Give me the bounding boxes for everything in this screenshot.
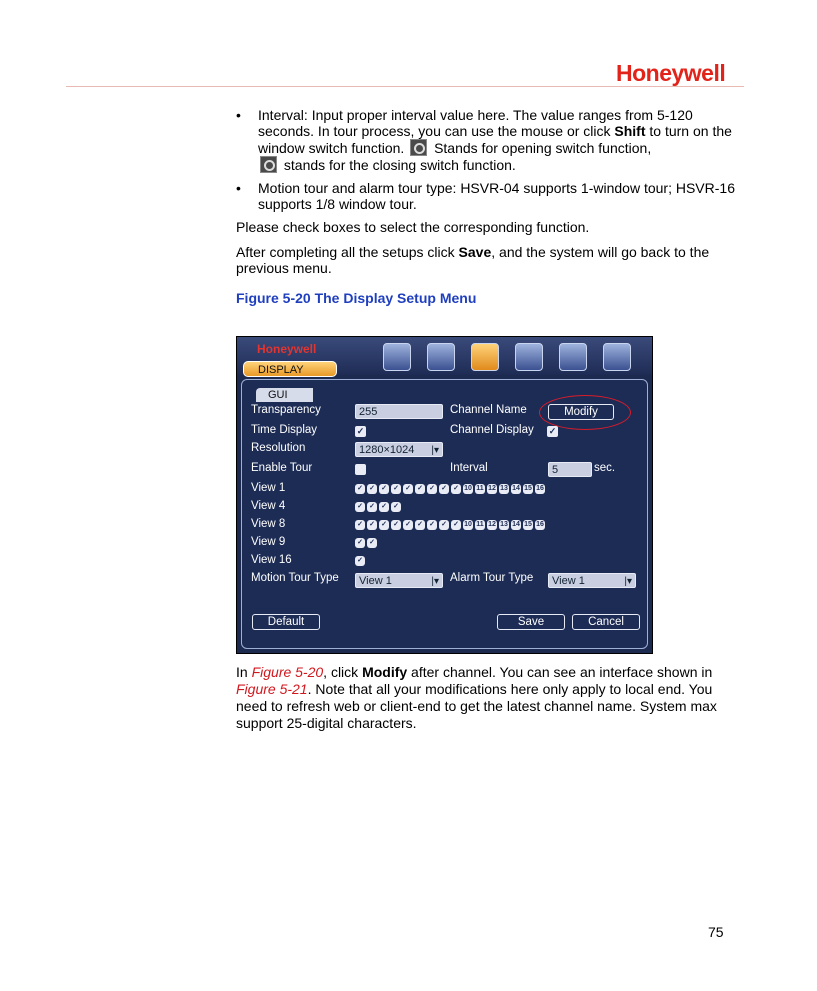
view-window-checkbox[interactable]: ✓ — [355, 502, 365, 512]
view-window-checkbox[interactable]: ✓ — [355, 538, 365, 548]
view-window-checkbox[interactable]: ✓ — [367, 502, 377, 512]
shift-key-text: Shift — [614, 123, 646, 139]
view-window-checkbox[interactable]: ✓ — [379, 502, 389, 512]
view-window-checkbox[interactable]: ✓ — [391, 502, 401, 512]
view-window-checkbox[interactable]: 14 — [512, 521, 520, 528]
gui-panel — [241, 379, 648, 649]
enable-tour-checkbox[interactable] — [355, 464, 366, 475]
save-bold: Save — [458, 244, 492, 260]
interval-text-3: Stands for opening switch function, — [430, 140, 652, 156]
view-9-checkboxes[interactable] — [355, 538, 377, 548]
view-window-checkbox[interactable]: ✓ — [415, 520, 425, 530]
save-para-after: , and the system will go back to the previous menu. — [236, 244, 710, 276]
view-window-checkbox[interactable]: ✓ — [427, 484, 437, 494]
cancel-button[interactable]: Cancel — [572, 614, 640, 630]
view-window-checkbox[interactable]: ✓ — [367, 484, 377, 494]
view-window-checkbox[interactable]: ✓ — [403, 520, 413, 530]
enable-tour-label: Enable Tour — [251, 462, 313, 474]
view-window-checkbox[interactable]: ✓ — [415, 484, 425, 494]
default-button[interactable]: Default — [252, 614, 320, 630]
view-8-label: View 8 — [251, 518, 286, 530]
dvr-brand: Honeywell — [257, 342, 317, 356]
body-text-1: In — [236, 664, 252, 680]
transparency-label: Transparency — [251, 404, 321, 416]
channel-display-label: Channel Display — [450, 424, 534, 436]
interval-text-1: Interval: Input proper interval value here. The value ranges from 5-120 seconds. In tour process, you can use the mouse or click — [258, 107, 693, 139]
save-button[interactable]: Save — [497, 614, 565, 630]
channel-name-label: Channel Name — [450, 404, 527, 416]
view-window-checkbox[interactable]: 15 — [524, 485, 532, 492]
view-window-checkbox[interactable]: 15 — [524, 521, 532, 528]
view-window-checkbox[interactable]: ✓ — [439, 520, 449, 530]
interval-field[interactable]: 5 — [548, 462, 592, 477]
view-window-checkbox[interactable]: ✓ — [427, 520, 437, 530]
bullet-interval — [236, 107, 736, 173]
view-window-checkbox[interactable]: ✓ — [451, 484, 461, 494]
setting-tool-icon[interactable] — [471, 343, 499, 371]
view-window-checkbox[interactable]: 11 — [476, 521, 484, 528]
view-window-checkbox[interactable]: ✓ — [355, 520, 365, 530]
gui-subtab[interactable]: GUI — [256, 388, 313, 402]
view-window-checkbox[interactable]: 10 — [464, 521, 472, 528]
page-number: 75 — [708, 924, 724, 940]
tour-type-text: Motion tour and alarm tour type: HSVR-04 supports 1-window tour; HSVR-16 supports 1/8 window tour. — [258, 180, 735, 212]
search-tool-icon[interactable] — [383, 343, 411, 371]
alarm-tour-type-label: Alarm Tour Type — [450, 572, 534, 584]
advanced-tool-icon[interactable] — [559, 343, 587, 371]
view-1-checkboxes[interactable] — [355, 484, 545, 494]
modify-description-paragraph — [236, 664, 726, 732]
header-divider — [66, 86, 744, 87]
view-window-checkbox[interactable]: ✓ — [403, 484, 413, 494]
honeywell-logo: Honeywell — [616, 60, 726, 86]
interval-text-4: stands for the closing switch function. — [280, 157, 516, 173]
save-paragraph — [236, 244, 736, 276]
view-1-label: View 1 — [251, 482, 286, 494]
view-16-checkboxes[interactable] — [355, 556, 365, 566]
info-tool-icon[interactable] — [427, 343, 455, 371]
resolution-label: Resolution — [251, 442, 306, 454]
modify-button[interactable]: Modify — [548, 404, 614, 420]
view-window-checkbox[interactable]: 13 — [500, 485, 508, 492]
display-tab[interactable]: DISPLAY — [243, 361, 337, 377]
view-window-checkbox[interactable]: 12 — [488, 485, 496, 492]
highlight-oval — [539, 395, 631, 430]
view-4-checkboxes[interactable] — [355, 502, 401, 512]
time-display-checkbox[interactable]: ✓ — [356, 426, 365, 436]
view-window-checkbox[interactable]: ✓ — [367, 538, 377, 548]
view-window-checkbox[interactable]: ✓ — [451, 520, 461, 530]
view-16-label: View 16 — [251, 554, 292, 566]
view-window-checkbox[interactable]: 10 — [464, 485, 472, 492]
shutdown-tool-icon[interactable] — [603, 343, 631, 371]
view-window-checkbox[interactable]: ✓ — [439, 484, 449, 494]
view-window-checkbox[interactable]: 12 — [488, 521, 496, 528]
view-8-checkboxes[interactable] — [355, 520, 545, 530]
switch-close-icon — [260, 156, 277, 173]
view-window-checkbox[interactable]: 13 — [500, 521, 508, 528]
view-4-label: View 4 — [251, 500, 286, 512]
view-window-checkbox[interactable]: ✓ — [379, 520, 389, 530]
body-text-2: , click — [323, 664, 363, 680]
figure-caption: Figure 5-20 The Display Setup Menu — [236, 290, 477, 306]
interval-label: Interval — [450, 462, 488, 474]
view-window-checkbox[interactable]: ✓ — [379, 484, 389, 494]
bullet-dot: • — [236, 180, 241, 196]
time-display-label: Time Display — [251, 424, 318, 436]
view-window-checkbox[interactable]: 16 — [536, 485, 544, 492]
body-text-4: . Note that all your modifications here only apply to local end. You need to refresh web or client-end to get the latest channel name. System max support 25-digital characters. — [236, 681, 717, 731]
view-window-checkbox[interactable]: ✓ — [355, 484, 365, 494]
backup-tool-icon[interactable] — [515, 343, 543, 371]
transparency-field[interactable]: 255 — [355, 404, 443, 419]
interval-text-2: to turn on the window switch function. — [258, 123, 732, 156]
bullet-tour-type — [236, 180, 736, 212]
display-setup-screenshot — [236, 336, 653, 654]
body-text-3: after channel. You can see an interface shown in — [407, 664, 713, 680]
figure-5-21-link[interactable]: Figure 5-21 — [236, 681, 308, 697]
alarm-tour-type-dropdown[interactable]: View 1 |▾ — [548, 573, 636, 588]
view-window-checkbox[interactable]: 16 — [536, 521, 544, 528]
save-para-before: After completing all the setups click — [236, 244, 459, 260]
view-window-checkbox[interactable]: ✓ — [367, 520, 377, 530]
sec-label: sec. — [594, 462, 616, 474]
view-window-checkbox[interactable]: ✓ — [355, 556, 365, 566]
view-9-label: View 9 — [251, 536, 286, 548]
motion-tour-type-dropdown[interactable]: View 1 |▾ — [355, 573, 443, 588]
main-content — [236, 107, 736, 319]
modify-bold: Modify — [362, 664, 408, 680]
figure-5-20-link[interactable]: Figure 5-20 — [251, 664, 324, 680]
motion-tour-type-label: Motion Tour Type — [251, 572, 339, 584]
view-window-checkbox[interactable]: 11 — [476, 485, 484, 492]
view-window-checkbox[interactable]: 14 — [512, 485, 520, 492]
resolution-dropdown[interactable]: 1280×1024 |▾ — [355, 442, 443, 457]
view-window-checkbox[interactable]: ✓ — [391, 484, 401, 494]
channel-display-checkbox[interactable]: ✓ — [548, 426, 557, 436]
view-window-checkbox[interactable]: ✓ — [391, 520, 401, 530]
switch-open-icon — [410, 139, 427, 156]
check-boxes-paragraph: Please check boxes to select the corresponding function. — [236, 219, 590, 235]
bullet-dot: • — [236, 107, 241, 123]
